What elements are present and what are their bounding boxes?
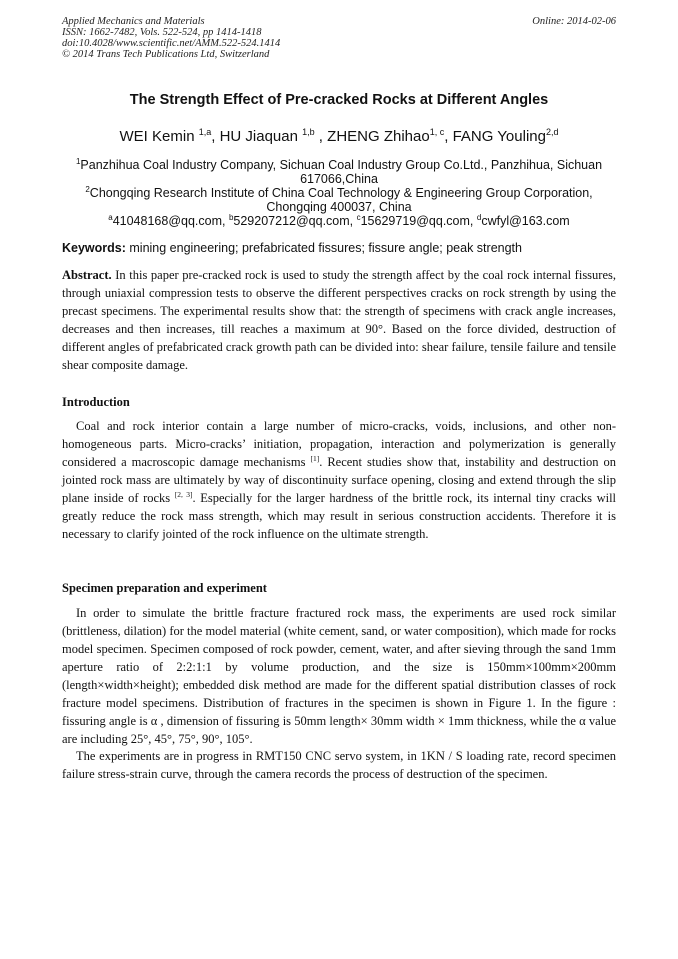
author-affiliation-mark: 1,a bbox=[198, 127, 212, 137]
affiliation-2 bbox=[62, 186, 616, 214]
email-mark: b bbox=[228, 212, 234, 222]
specimen-paragraph-2 bbox=[62, 747, 616, 783]
citation-ref[interactable]: [2, 3] bbox=[174, 489, 193, 499]
abstract-label: Abstract. bbox=[62, 268, 112, 282]
author-name: WEI Kemin bbox=[119, 128, 195, 145]
online-date: Online: 2014-02-06 bbox=[532, 16, 616, 27]
journal-doi: doi:10.4028/www.scientific.net/AMM.522-524.1414 bbox=[62, 38, 281, 49]
author-list: WEI Kemin $^{1,a}$, HU Jiaquan $^{1,b}$ , ZHENG Zhihao$^{1, c}$, FANG Youling$^{2,d}$ bbox=[119, 127, 559, 145]
specimen-text-2: The experiments are in progress in RMT150 CNC servo system, in 1KN / S loading rate, record specimen failure stress-strain curve, through the camera records the process of destruction of the specimen. bbox=[62, 749, 616, 781]
journal-name: Applied Mechanics and Materials bbox=[62, 16, 205, 27]
abstract bbox=[62, 266, 616, 374]
intro-text-2: . Recent studies show that, instability and destruction on jointed rock mass are ultimately by way of discontinuity surface opening, closing and extend through the slip plane inside of rocks bbox=[62, 455, 617, 505]
author-name: ZHENG Zhihao bbox=[327, 128, 430, 145]
email-link[interactable]: 529207212@qq.com bbox=[233, 214, 350, 228]
introduction-paragraph bbox=[62, 417, 616, 543]
email-mark: a bbox=[108, 212, 113, 222]
email-mark: c bbox=[356, 212, 361, 222]
email-mark: d bbox=[476, 212, 482, 222]
affiliation-text: Panzhihua Coal Industry Company, Sichuan Coal Industry Group Co.Ltd., Panzhihua, Sichuan 617066,China bbox=[80, 158, 603, 186]
paper-title: The Strength Effect of Pre-cracked Rocks at Different Angles bbox=[129, 92, 549, 108]
keywords bbox=[62, 241, 618, 255]
email-link[interactable]: cwfyl@163.com bbox=[481, 214, 570, 228]
intro-text-1: Coal and rock interior contain a large number of micro-cracks, voids, inclusions, and other non-homogeneous parts. Micro-cracks’ initiation, propagation, interaction and polymerization is generally considered a macroscopic damage mechanisms bbox=[62, 419, 616, 469]
author-name: HU Jiaquan bbox=[219, 128, 298, 145]
keywords-text: mining engineering; prefabricated fissures; fissure angle; peak strength bbox=[129, 241, 522, 255]
email-link[interactable]: 41048168@qq.com bbox=[112, 214, 222, 228]
section-heading-introduction: Introduction bbox=[62, 395, 130, 409]
journal-issn: ISSN: 1662-7482, Vols. 522-524, pp 1414-1418 bbox=[62, 27, 262, 38]
journal-header bbox=[62, 16, 616, 60]
affiliation-text: Chongqing Research Institute of China Coal Technology & Engineering Group Corporation, Chongqing 400037, China bbox=[89, 186, 593, 214]
author-affiliation-mark: 1, c bbox=[429, 127, 445, 137]
author-emails: $^a$41048168@qq.com, $^b$529207212@qq.com, $^c$15629719@qq.com, $^d$cwfyl@163.com bbox=[108, 212, 570, 228]
specimen-paragraph-1 bbox=[62, 604, 616, 748]
keywords-label: Keywords: bbox=[62, 241, 126, 255]
author-affiliation-mark: 1,b bbox=[302, 127, 315, 137]
affiliation-1 bbox=[62, 158, 616, 186]
author-name: FANG Youling bbox=[452, 128, 546, 145]
author-affiliation-mark: 2,d bbox=[545, 127, 559, 137]
affiliation-mark: 1 bbox=[75, 156, 81, 166]
email-link[interactable]: 15629719@qq.com bbox=[360, 214, 470, 228]
journal-copyright: © 2014 Trans Tech Publications Ltd, Switzerland bbox=[62, 49, 270, 60]
specimen-text-1: In order to simulate the brittle fracture fractured rock mass, the experiments are used rock similar (brittleness, dilation) for the model material (white cement, sand, or water composition), which made for rocks model specimen. Specimen composed of rock powder, cement, water, and after sieving through the sand 1mm aperture ratio of 2:2:1:1 by volume production, and the size is 150mm×100mm×200mm (length×width×height); embedded disk method are made for the different spatial distribution classes of rock fracture model specimens. Distribution of fractures in the specimen is shown in Figure 1. In the figure : fissuring angle is α , dimension of fissuring is 50mm length× 30mm width × 1mm thickness, while the α value are including 25°, 45°, 75°, 90°, 105°. bbox=[62, 606, 616, 746]
intro-text-3: . Especially for the larger hardness of the brittle rock, its internal tiny cracks will greatly reduce the rock mass strength, which may result in serious construction accidents. Therefore it is necessary to clarify jointed of the rock influence on the ultimate strength. bbox=[62, 491, 617, 541]
section-heading-specimen: Specimen preparation and experiment bbox=[62, 581, 267, 595]
affiliation-mark: 2 bbox=[85, 184, 90, 194]
abstract-text: In this paper pre-cracked rock is used to study the strength affect by the coal rock internal fissures, through uniaxial compression tests to observe the different perspectives cracks on rock strength by using the precast specimens. The experimental results show that: the strength of specimens with crack angle increases, decreases and then increases, till reaches a maximum at 90°. Based on the force divided, destruction of different angles of prefabricated crack growth path can be divided into: shear failure, tensile failure and tensile shear composite damage. bbox=[62, 268, 616, 372]
citation-ref[interactable]: [1] bbox=[310, 453, 320, 463]
